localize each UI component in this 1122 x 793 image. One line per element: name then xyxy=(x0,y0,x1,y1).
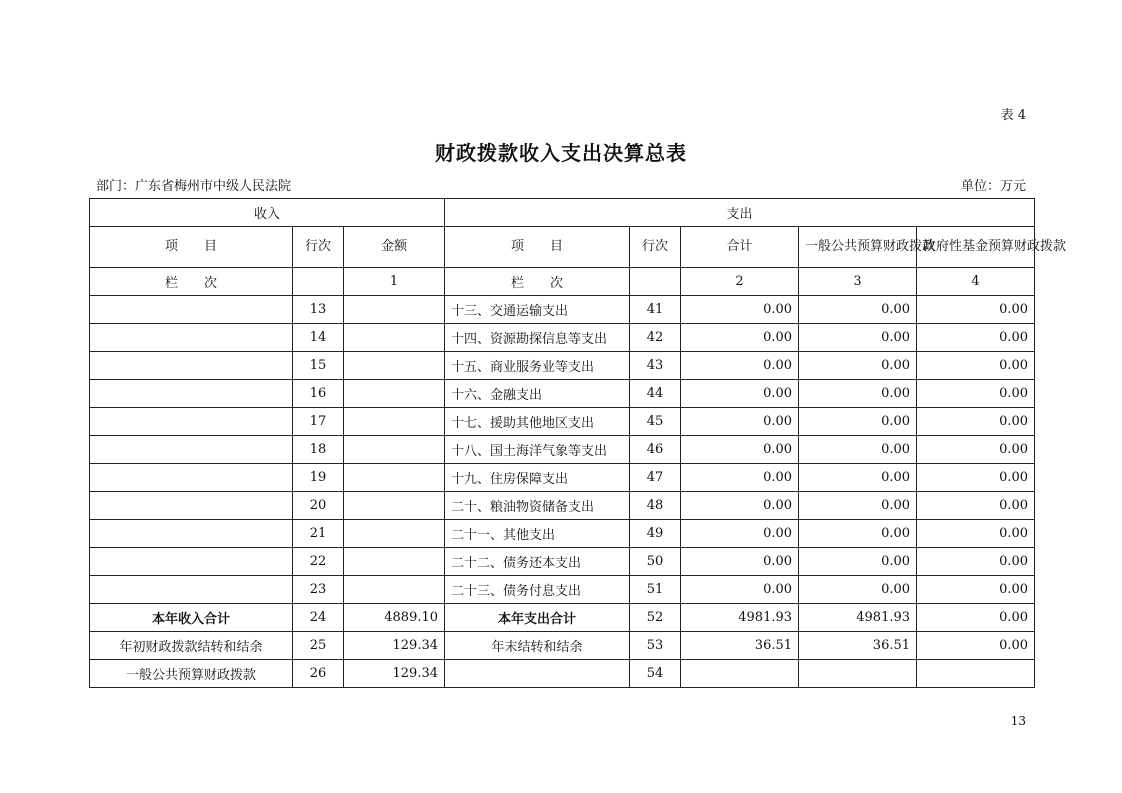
gov-fund-cell: 0.00 xyxy=(917,324,1035,352)
total-amount-cell: 0.00 xyxy=(681,464,799,492)
income-amount-cell xyxy=(344,464,445,492)
table-row xyxy=(90,492,1035,520)
department-label: 部门：广东省梅州市中级人民法院 xyxy=(96,179,292,194)
income-item-cell xyxy=(90,324,293,352)
income-line-cell: 16 xyxy=(293,380,344,408)
total-amount-cell: 0.00 xyxy=(681,520,799,548)
general-budget-cell: 0.00 xyxy=(799,408,917,436)
expense-line-cell: 50 xyxy=(630,548,681,576)
expense-line-cell: 44 xyxy=(630,380,681,408)
income-amount-cell xyxy=(344,324,445,352)
income-item-cell xyxy=(90,464,293,492)
total-amount-cell: 0.00 xyxy=(681,352,799,380)
expense-line-cell: 45 xyxy=(630,408,681,436)
general-budget-cell: 0.00 xyxy=(799,436,917,464)
general-budget-cell: 36.51 xyxy=(799,632,917,660)
income-amount-cell xyxy=(344,380,445,408)
income-amount-cell xyxy=(344,352,445,380)
income-item-cell xyxy=(90,296,293,324)
gov-fund-cell: 0.00 xyxy=(917,632,1035,660)
expense-item-cell: 十六、金融支出 xyxy=(445,380,630,408)
general-budget-cell: 0.00 xyxy=(799,352,917,380)
expense-item-cell: 十八、国土海洋气象等支出 xyxy=(445,436,630,464)
income-line-cell: 17 xyxy=(293,408,344,436)
gov-fund-cell: 0.00 xyxy=(917,576,1035,604)
income-item-header: 项 目 xyxy=(90,227,293,268)
gov-fund-cell: 0.00 xyxy=(917,492,1035,520)
gov-fund-index: 4 xyxy=(917,268,1035,296)
income-amount-cell: 129.34 xyxy=(344,660,445,688)
total-amount-cell: 0.00 xyxy=(681,548,799,576)
expense-line-cell: 52 xyxy=(630,604,681,632)
income-line-cell: 24 xyxy=(293,604,344,632)
total-amount-cell: 0.00 xyxy=(681,324,799,352)
gov-fund-cell: 0.00 xyxy=(917,548,1035,576)
table-row xyxy=(90,660,1035,688)
expense-line-cell: 42 xyxy=(630,324,681,352)
income-item-cell: 本年收入合计 xyxy=(90,604,293,632)
table-row xyxy=(90,408,1035,436)
total-amount-cell: 4981.93 xyxy=(681,604,799,632)
income-item-cell xyxy=(90,492,293,520)
expense-item-cell: 年末结转和结余 xyxy=(445,632,630,660)
expense-item-cell: 十四、资源勘探信息等支出 xyxy=(445,324,630,352)
general-budget-cell: 0.00 xyxy=(799,380,917,408)
budget-table xyxy=(89,198,1067,688)
income-line-header: 行次 xyxy=(293,227,344,268)
table-number-label: 表 4 xyxy=(1000,108,1026,123)
table-row xyxy=(90,380,1035,408)
expense-line-cell: 43 xyxy=(630,352,681,380)
income-line-index xyxy=(293,268,344,296)
total-amount-cell: 0.00 xyxy=(681,436,799,464)
income-line-cell: 18 xyxy=(293,436,344,464)
expense-line-cell: 54 xyxy=(630,660,681,688)
income-amount-cell: 129.34 xyxy=(344,632,445,660)
expense-item-cell: 二十三、债务付息支出 xyxy=(445,576,630,604)
expense-line-header: 行次 xyxy=(630,227,681,268)
income-item-cell: 一般公共预算财政拨款 xyxy=(90,660,293,688)
expense-line-cell: 49 xyxy=(630,520,681,548)
income-amount-cell xyxy=(344,492,445,520)
total-amount-cell: 0.00 xyxy=(681,380,799,408)
expense-item-cell: 十七、援助其他地区支出 xyxy=(445,408,630,436)
income-amount-cell: 4889.10 xyxy=(344,604,445,632)
income-line-cell: 22 xyxy=(293,548,344,576)
expense-section-header: 支出 xyxy=(445,199,1035,227)
income-line-cell: 19 xyxy=(293,464,344,492)
income-item-cell xyxy=(90,548,293,576)
income-line-cell: 14 xyxy=(293,324,344,352)
gov-fund-cell: 0.00 xyxy=(917,408,1035,436)
general-budget-cell: 0.00 xyxy=(799,520,917,548)
general-budget-cell: 0.00 xyxy=(799,576,917,604)
income-amount-index: 1 xyxy=(344,268,445,296)
expense-line-cell: 48 xyxy=(630,492,681,520)
table-row xyxy=(90,464,1035,492)
general-budget-cell xyxy=(799,660,917,688)
unit-label: 单位：万元 xyxy=(960,179,1026,194)
total-amount-cell: 0.00 xyxy=(681,576,799,604)
gov-fund-cell xyxy=(917,660,1035,688)
column-index-row xyxy=(90,268,1035,296)
income-item-cell xyxy=(90,352,293,380)
income-line-cell: 26 xyxy=(293,660,344,688)
expense-item-cell: 二十二、债务还本支出 xyxy=(445,548,630,576)
gov-fund-cell: 0.00 xyxy=(917,436,1035,464)
income-line-cell: 23 xyxy=(293,576,344,604)
income-line-cell: 15 xyxy=(293,352,344,380)
expense-item-header: 项 目 xyxy=(445,227,630,268)
income-amount-cell xyxy=(344,520,445,548)
income-line-cell: 25 xyxy=(293,632,344,660)
total-amount-cell: 0.00 xyxy=(681,408,799,436)
table-row xyxy=(90,520,1035,548)
general-budget-index: 3 xyxy=(799,268,917,296)
income-line-cell: 20 xyxy=(293,492,344,520)
section-header-row xyxy=(90,199,1035,227)
general-budget-cell: 0.00 xyxy=(799,492,917,520)
income-column-label: 栏 次 xyxy=(90,268,293,296)
table-row xyxy=(90,352,1035,380)
expense-column-label: 栏 次 xyxy=(445,268,630,296)
general-budget-header: 一般公共预算财政拨款 xyxy=(799,227,917,268)
income-amount-cell xyxy=(344,576,445,604)
income-item-cell xyxy=(90,520,293,548)
general-budget-cell: 0.00 xyxy=(799,548,917,576)
income-section-header: 收入 xyxy=(90,199,445,227)
table-row xyxy=(90,548,1035,576)
total-amount-cell: 0.00 xyxy=(681,492,799,520)
gov-fund-cell: 0.00 xyxy=(917,296,1035,324)
total-amount-cell: 0.00 xyxy=(681,296,799,324)
income-item-cell: 年初财政拨款结转和结余 xyxy=(90,632,293,660)
income-amount-cell xyxy=(344,548,445,576)
table-row xyxy=(90,324,1035,352)
income-line-cell: 21 xyxy=(293,520,344,548)
expense-item-cell: 十五、商业服务业等支出 xyxy=(445,352,630,380)
table-body xyxy=(90,296,1035,688)
expense-item-cell: 二十一、其他支出 xyxy=(445,520,630,548)
expense-item-cell: 二十、粮油物资储备支出 xyxy=(445,492,630,520)
table-row xyxy=(90,576,1035,604)
total-amount-cell xyxy=(681,660,799,688)
expense-item-cell: 本年支出合计 xyxy=(445,604,630,632)
income-amount-cell xyxy=(344,296,445,324)
expense-line-cell: 53 xyxy=(630,632,681,660)
table-row xyxy=(90,604,1035,632)
gov-fund-cell: 0.00 xyxy=(917,380,1035,408)
expense-item-cell: 十九、住房保障支出 xyxy=(445,464,630,492)
expense-item-cell: 十三、交通运输支出 xyxy=(445,296,630,324)
gov-fund-cell: 0.00 xyxy=(917,604,1035,632)
general-budget-cell: 0.00 xyxy=(799,324,917,352)
expense-item-cell xyxy=(445,660,630,688)
table-row xyxy=(90,436,1035,464)
expense-line-cell: 41 xyxy=(630,296,681,324)
gov-fund-cell: 0.00 xyxy=(917,520,1035,548)
income-amount-cell xyxy=(344,408,445,436)
table-row xyxy=(90,296,1035,324)
income-line-cell: 13 xyxy=(293,296,344,324)
gov-fund-cell: 0.00 xyxy=(917,352,1035,380)
gov-fund-cell: 0.00 xyxy=(917,464,1035,492)
page-number: 13 xyxy=(1010,714,1026,728)
income-item-cell xyxy=(90,576,293,604)
page-title: 财政拨款收入支出决算总表 xyxy=(435,141,687,165)
column-header-row xyxy=(90,227,1035,268)
income-item-cell xyxy=(90,380,293,408)
income-item-cell xyxy=(90,436,293,464)
expense-line-index xyxy=(630,268,681,296)
income-item-cell xyxy=(90,408,293,436)
income-amount-cell xyxy=(344,436,445,464)
gov-fund-header: 政府性基金预算财政拨款 xyxy=(917,227,1035,268)
general-budget-cell: 4981.93 xyxy=(799,604,917,632)
total-amount-cell: 36.51 xyxy=(681,632,799,660)
table-row xyxy=(90,632,1035,660)
total-index: 2 xyxy=(681,268,799,296)
general-budget-cell: 0.00 xyxy=(799,296,917,324)
general-budget-cell: 0.00 xyxy=(799,464,917,492)
total-header: 合计 xyxy=(681,227,799,268)
expense-line-cell: 47 xyxy=(630,464,681,492)
income-amount-header: 金额 xyxy=(344,227,445,268)
expense-line-cell: 51 xyxy=(630,576,681,604)
expense-line-cell: 46 xyxy=(630,436,681,464)
